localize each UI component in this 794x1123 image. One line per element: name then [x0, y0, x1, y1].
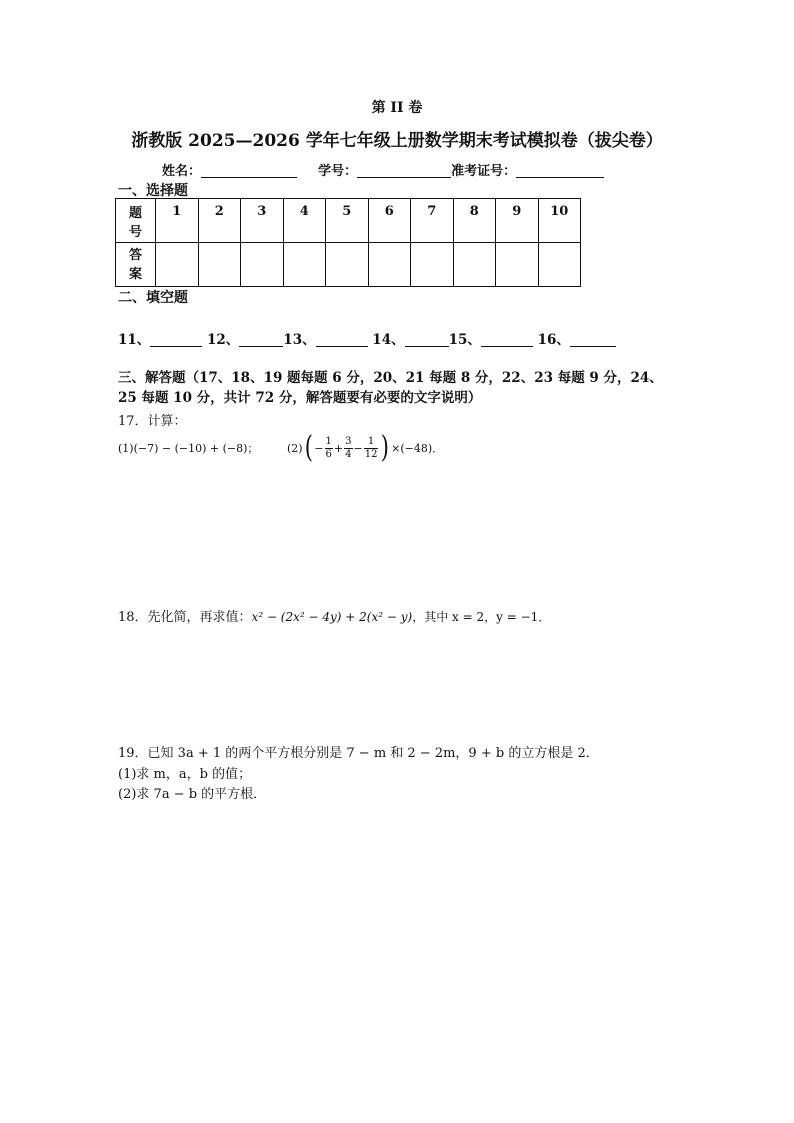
fill-blank[interactable]: [239, 332, 283, 347]
name-label: 姓名：: [162, 164, 202, 179]
answer-cell[interactable]: [241, 243, 284, 287]
question-number-cell: 8: [453, 199, 496, 243]
section-choice-title: 一、选择题: [118, 183, 188, 199]
fill-in-line: [118, 328, 616, 348]
answer-cell[interactable]: [538, 243, 581, 287]
student-id-label: 学号：: [318, 164, 358, 179]
answer-cell[interactable]: [198, 243, 241, 287]
answer-cell[interactable]: [496, 243, 539, 287]
answer-cell[interactable]: [326, 243, 369, 287]
question-number-cell: 9: [496, 199, 539, 243]
fill-item-label: 11、: [118, 332, 151, 348]
q18-condition: ，其中 x = 2，y = −1．: [412, 610, 551, 624]
fill-item-label: 16、: [537, 332, 570, 348]
question-number-cell: 10: [538, 199, 581, 243]
q19-line3: (2)求 7a − b 的平方根．: [118, 787, 267, 802]
answer-cell[interactable]: [283, 243, 326, 287]
fill-blank[interactable]: [405, 332, 449, 347]
q18-expression: x² − (2x² − 4y) + 2(x² − y): [251, 610, 413, 624]
q17-part2-suffix: ×(−48)．: [391, 442, 444, 455]
exam-number-label: 准考证号：: [451, 164, 517, 179]
question-number-cell: 6: [368, 199, 411, 243]
question-number-cell: 3: [241, 199, 284, 243]
answer-cell[interactable]: [411, 243, 454, 287]
fill-blank[interactable]: [570, 332, 616, 347]
answer-cell[interactable]: [453, 243, 496, 287]
question-number-header: 题 号: [116, 199, 156, 243]
student-id-blank[interactable]: [357, 163, 451, 178]
fill-item-label: 15、: [448, 332, 481, 348]
answer-grid: [115, 198, 581, 287]
right-paren-icon: ): [381, 430, 390, 465]
fill-item-label: 12、: [207, 332, 240, 348]
q17-part2: (2) ( − $\frac{1}{6}$ + $\frac{3}{4}$ − $\frac{1}{12}$ ) ×(−48)．: [287, 430, 444, 465]
left-paren-icon: (: [304, 430, 313, 465]
section-solve-title-line1: 三、解答题（17、18、19 题每题 6 分，20、21 每题 8 分，22、23 每题 9 分，24、: [118, 370, 663, 386]
question-number-cell: 4: [283, 199, 326, 243]
fill-blank[interactable]: [316, 332, 368, 347]
fraction: $\frac{1}{6}$: [325, 435, 332, 460]
answer-header: 答 案: [116, 243, 156, 287]
fill-item-label: 14、: [372, 332, 405, 348]
q17-label: 17．计算：: [118, 414, 187, 429]
q18: [118, 606, 550, 625]
part-title: 第 II 卷: [371, 100, 423, 116]
answer-cell[interactable]: [156, 243, 199, 287]
fill-item-label: 13、: [283, 332, 316, 348]
q19-line2: (1)求 m，a，b 的值；: [118, 767, 252, 782]
section-fill-title: 二、填空题: [118, 290, 188, 306]
exam-number-blank[interactable]: [516, 163, 604, 178]
section-solve-title-line2: 25 每题 10 分，共计 72 分，解答题要有必要的文字说明）: [118, 390, 482, 406]
q18-label: 18．先化简，再求值：: [118, 610, 252, 625]
q17-part2-prefix: (2): [287, 441, 303, 455]
student-info-line: [162, 160, 604, 179]
question-number-cell: 1: [156, 199, 199, 243]
fill-blank[interactable]: [481, 332, 533, 347]
name-blank[interactable]: [201, 163, 297, 178]
fraction: $\frac{3}{4}$: [345, 435, 352, 460]
question-number-cell: 2: [198, 199, 241, 243]
fraction: $\frac{1}{12}$: [364, 435, 378, 460]
exam-title: 浙教版 2025—2026 学年七年级上册数学期末考试模拟卷（拔尖卷）: [131, 131, 663, 151]
fill-blank[interactable]: [150, 332, 202, 347]
question-number-cell: 5: [326, 199, 369, 243]
q19-line1: 19．已知 3a + 1 的两个平方根分别是 7 − m 和 2 − 2m，9 + b 的立方根是 2．: [118, 746, 599, 761]
answer-cell[interactable]: [368, 243, 411, 287]
q17-part1: (1)(−7) − (−10) + (−8)；: [118, 442, 259, 455]
question-number-cell: 7: [411, 199, 454, 243]
